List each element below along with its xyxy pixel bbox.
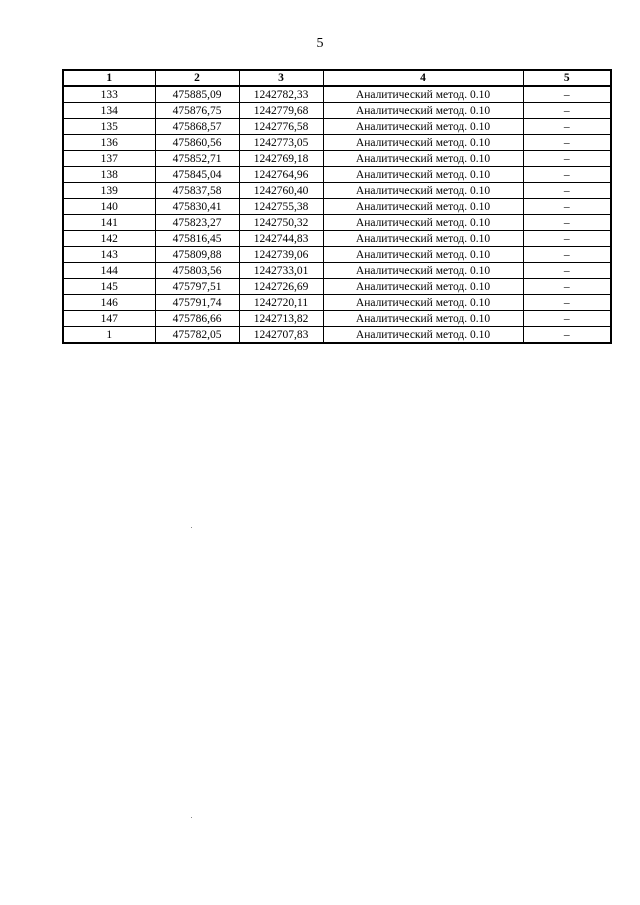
point-number-cell: 136 <box>63 135 155 151</box>
note-cell: – <box>523 295 611 311</box>
method-cell: Аналитический метод. 0.10 <box>323 86 523 103</box>
point-number-cell: 137 <box>63 151 155 167</box>
note-cell: – <box>523 199 611 215</box>
table-row <box>63 199 611 215</box>
method-cell: Аналитический метод. 0.10 <box>323 135 523 151</box>
table-row <box>63 295 611 311</box>
note-cell: – <box>523 247 611 263</box>
method-cell: Аналитический метод. 0.10 <box>323 119 523 135</box>
method-cell: Аналитический метод. 0.10 <box>323 167 523 183</box>
column-header-5: 5 <box>523 70 611 86</box>
x-coordinate-cell: 475816,45 <box>155 231 239 247</box>
y-coordinate-cell: 1242755,38 <box>239 199 323 215</box>
x-coordinate-cell: 475830,41 <box>155 199 239 215</box>
method-cell: Аналитический метод. 0.10 <box>323 103 523 119</box>
table-row <box>63 311 611 327</box>
column-header-3: 3 <box>239 70 323 86</box>
y-coordinate-cell: 1242776,58 <box>239 119 323 135</box>
page-number: 5 <box>316 36 324 51</box>
table-row <box>63 103 611 119</box>
y-coordinate-cell: 1242782,33 <box>239 86 323 103</box>
note-cell: – <box>523 263 611 279</box>
point-number-cell: 140 <box>63 199 155 215</box>
table-header-row <box>63 70 611 86</box>
point-number-cell: 145 <box>63 279 155 295</box>
table-row <box>63 231 611 247</box>
method-cell: Аналитический метод. 0.10 <box>323 215 523 231</box>
point-number-cell: 146 <box>63 295 155 311</box>
x-coordinate-cell: 475786,66 <box>155 311 239 327</box>
point-number-cell: 139 <box>63 183 155 199</box>
note-cell: – <box>523 183 611 199</box>
point-number-cell: 134 <box>63 103 155 119</box>
note-cell: – <box>523 215 611 231</box>
column-header-1: 1 <box>63 70 155 86</box>
x-coordinate-cell: 475852,71 <box>155 151 239 167</box>
point-number-cell: 135 <box>63 119 155 135</box>
point-number-cell: 147 <box>63 311 155 327</box>
point-number-cell: 141 <box>63 215 155 231</box>
x-coordinate-cell: 475809,88 <box>155 247 239 263</box>
method-cell: Аналитический метод. 0.10 <box>323 295 523 311</box>
y-coordinate-cell: 1242779,68 <box>239 103 323 119</box>
table-row <box>63 183 611 199</box>
method-cell: Аналитический метод. 0.10 <box>323 183 523 199</box>
note-cell: – <box>523 86 611 103</box>
x-coordinate-cell: 475876,75 <box>155 103 239 119</box>
x-coordinate-cell: 475860,56 <box>155 135 239 151</box>
scan-speck <box>191 527 192 528</box>
method-cell: Аналитический метод. 0.10 <box>323 279 523 295</box>
y-coordinate-cell: 1242744,83 <box>239 231 323 247</box>
note-cell: – <box>523 119 611 135</box>
method-cell: Аналитический метод. 0.10 <box>323 311 523 327</box>
x-coordinate-cell: 475845,04 <box>155 167 239 183</box>
scan-speck <box>191 817 192 818</box>
x-coordinate-cell: 475791,74 <box>155 295 239 311</box>
note-cell: – <box>523 327 611 344</box>
x-coordinate-cell: 475797,51 <box>155 279 239 295</box>
note-cell: – <box>523 231 611 247</box>
method-cell: Аналитический метод. 0.10 <box>323 199 523 215</box>
x-coordinate-cell: 475837,58 <box>155 183 239 199</box>
method-cell: Аналитический метод. 0.10 <box>323 263 523 279</box>
table-row <box>63 167 611 183</box>
table-row <box>63 327 611 344</box>
x-coordinate-cell: 475782,05 <box>155 327 239 344</box>
table-row <box>63 247 611 263</box>
method-cell: Аналитический метод. 0.10 <box>323 151 523 167</box>
table-body <box>63 86 611 343</box>
y-coordinate-cell: 1242713,82 <box>239 311 323 327</box>
point-number-cell: 1 <box>63 327 155 344</box>
note-cell: – <box>523 167 611 183</box>
method-cell: Аналитический метод. 0.10 <box>323 327 523 344</box>
y-coordinate-cell: 1242739,06 <box>239 247 323 263</box>
y-coordinate-cell: 1242720,11 <box>239 295 323 311</box>
point-number-cell: 133 <box>63 86 155 103</box>
table-row <box>63 86 611 103</box>
table-row <box>63 135 611 151</box>
y-coordinate-cell: 1242733,01 <box>239 263 323 279</box>
note-cell: – <box>523 279 611 295</box>
y-coordinate-cell: 1242750,32 <box>239 215 323 231</box>
table-row <box>63 215 611 231</box>
y-coordinate-cell: 1242726,69 <box>239 279 323 295</box>
coordinates-table <box>62 69 612 344</box>
x-coordinate-cell: 475823,27 <box>155 215 239 231</box>
method-cell: Аналитический метод. 0.10 <box>323 231 523 247</box>
note-cell: – <box>523 311 611 327</box>
column-header-2: 2 <box>155 70 239 86</box>
table-row <box>63 279 611 295</box>
note-cell: – <box>523 135 611 151</box>
note-cell: – <box>523 103 611 119</box>
x-coordinate-cell: 475885,09 <box>155 86 239 103</box>
table-row <box>63 119 611 135</box>
point-number-cell: 143 <box>63 247 155 263</box>
table-row <box>63 151 611 167</box>
x-coordinate-cell: 475868,57 <box>155 119 239 135</box>
table-row <box>63 263 611 279</box>
method-cell: Аналитический метод. 0.10 <box>323 247 523 263</box>
y-coordinate-cell: 1242769,18 <box>239 151 323 167</box>
y-coordinate-cell: 1242707,83 <box>239 327 323 344</box>
column-header-4: 4 <box>323 70 523 86</box>
point-number-cell: 142 <box>63 231 155 247</box>
point-number-cell: 138 <box>63 167 155 183</box>
point-number-cell: 144 <box>63 263 155 279</box>
y-coordinate-cell: 1242773,05 <box>239 135 323 151</box>
y-coordinate-cell: 1242760,40 <box>239 183 323 199</box>
x-coordinate-cell: 475803,56 <box>155 263 239 279</box>
note-cell: – <box>523 151 611 167</box>
y-coordinate-cell: 1242764,96 <box>239 167 323 183</box>
